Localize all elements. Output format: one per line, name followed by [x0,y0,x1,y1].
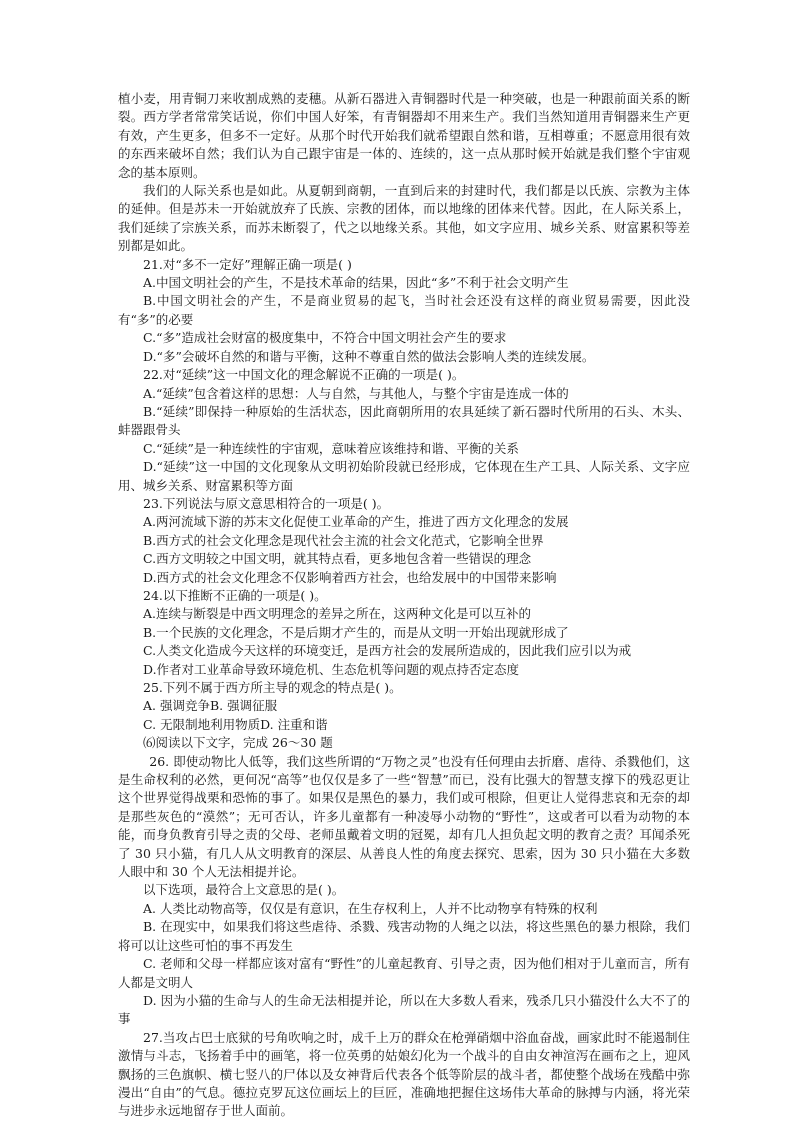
question-22-option-d: D.“延续”这一中国的文化现象从文明初始阶段就已经形成，它体现在生产工具、人际关系、文字应用、城乡关系、财富累积等方面 [118,459,690,493]
question-27-passage: 27.当攻占巴士底狱的号角吹响之时，成千上万的群众在枪弹硝烟中浴血奋战，画家此时不能遏制住激情与斗志，飞扬着手中的画笔，将一位英勇的姑娘幻化为一个战斗的自由女神渲泻在画布之上，迎风飘扬的三色旗帜、横七竖八的尸体以及女神背后代表各个低等阶层的战斗者，都使整个战场在残酷中弥漫出“自由”的气息。德拉克罗瓦这位画坛上的巨匠，准确地把握住这场伟大革命的脉搏与内涵，将光荣与进步永远地留存于世人面前。 [118,1029,690,1119]
section-heading: ⑹阅读以下文字，完成 26～30 题 [143,735,333,751]
question-22-option-a: A.“延续”包含着这样的思想：人与自然，与其他人，与整个宇宙是连成一体的 [143,385,569,401]
passage-paragraph: 植小麦，用青铜刀来收割成熟的麦穗。从新石器进入青铜器时代是一种突破，也是一种跟前面关系的断裂。西方学者常常笑话说，你们中国人好笨，有青铜器却不用来生产。我们当然知道用青铜器来生产更有效，产生更多，但多不一定好。从那个时代开始我们就希望跟自然和谐，互相尊重；不愿意用很有效的东西来破坏自然；我们认为自己跟宇宙是一体的、连续的，这一点从那时候开始就是我们整个宇宙观念的基本原则。 [118,91,690,180]
question-25-options-cd: C. 无限制地利用物质D. 注重和谐 [143,716,328,732]
passage-paragraph: 我们的人际关系也是如此。从夏朝到商朝，一直到后来的封建时代，我们都是以氏族、宗教为主体的延伸。但是苏未一开始就放弃了氏族、宗教的团体，而以地缘的团体来代替。因此，在人际关系上，我们延续了宗族关系，而苏未断裂了，代之以地缘关系。其他，如文字应用、城乡关系、财富累积等差别都是如此。 [118,183,690,254]
question-21-stem: 21.对“多不一定好”理解正确一项是( ) [143,256,352,272]
question-24-option-d: D.作者对工业革命导致环境危机、生态危机等问题的观点持否定态度 [143,661,520,677]
question-25-stem: 25.下列不属于西方所主导的观念的特点是( )。 [143,680,402,695]
question-21-option-b: B.中国文明社会的产生，不是商业贸易的起飞，当时社会还没有这样的商业贸易需要，因此没有“多”的必要 [118,293,690,327]
question-24-option-a: A.连续与断裂是中西文明理念的差异之所在，这两种文化是可以互补的 [143,606,532,622]
question-22-stem: 22.对“延续”这一中国文化的理念解说不正确的一项是( )。 [143,367,465,383]
question-22-option-c: C.“延续”是一种连续性的宇宙观，意味着应该维持和谐、平衡的关系 [143,440,519,456]
question-21-option-a: A.中国文明社会的产生，不是技术革命的结果，因此“多”不利于社会文明产生 [143,275,569,291]
question-23-option-a: A.两河流域下游的苏末文化促使工业革命的产生，推进了西方文化理念的发展 [143,514,569,530]
question-23-option-b: B.西方式的社会文化理念是现代社会主流的社会文化范式，它影响全世界 [143,532,544,548]
question-22-option-b: B.“延续”即保持一种原始的生活状态，因此商朝所用的农具延续了新石器时代所用的石头、木头、蚌器跟骨头 [118,403,690,438]
question-23-option-c: C.西方文明较之中国文明，就其特点看，更多地包含着一些错误的理念 [143,551,532,567]
question-21-option-c: C.“多”造成社会财富的极度集中，不符合中国文明社会产生的要求 [143,330,507,346]
question-26-option-d: D. 因为小猫的生命与人的生命无法相提并论，所以在大多数人看来，残杀几只小猫没什么大不了的事 [118,992,690,1027]
question-24-option-c: C.人类文化造成今天这样的环境变迁，是西方社会的发展所造成的，因此我们应引以为戒 [143,643,632,659]
document-page [118,90,690,1121]
question-26-stem: 以下选项，最符合上文意思的是( )。 [143,882,345,898]
question-23-stem: 23.下列说法与原文意思相符合的一项是( )。 [143,495,390,511]
question-23-option-d: D.西方式的社会文化理念不仅影响着西方社会，也给发展中的中国带来影响 [143,569,557,585]
question-25-options-ab: A. 强调竞争B. 强调征服 [143,698,278,714]
question-21-option-d: D.“多”会破坏自然的和谐与平衡，这种不尊重自然的做法会影响人类的连续发展。 [143,348,595,364]
question-26-option-c: C. 老师和父母一样都应该对富有“野性”的儿童起教育、引导之责，因为他们相对于儿童而言，所有人都是文明人 [118,956,690,990]
question-26-option-b: B. 在现实中，如果我们将这些虐待、杀戮、残害动物的人绳之以法，将这些黑色的暴力根除，我们将可以让这些可怕的事不再发生 [118,919,690,953]
question-26-option-a: A. 人类比动物高等，仅仅是有意识，在生存权利上，人并不比动物享有特殊的权利 [143,900,598,916]
question-24-stem: 24.以下推断不正确的一项是( )。 [143,587,327,603]
question-26-passage: 26. 即使动物比人低等，我们这些所谓的“万物之灵”也没有任何理由去折磨、虐待、杀戮他们，这是生命权利的必然，更何况“高等”也仅仅是多了一些“智慧”而已，没有比强大的智慧支撑下的残忍更让这个世界觉得战栗和恐怖的事了。如果仅是黑色的暴力，我们或可根除，但更让人觉得悲哀和无奈的却是那些灰色的“漠然”；无可否认，许多儿童都有一种凌辱小动物的“野性”，这或者可以看为动物的本能，而身负教育引导之责的父母、老师虽戴着文明的冠冕，却有几人担负起文明的教育之责？耳闻杀死了 30 只小猫，有几人从文明教育的深层、从善良人性的角度去探究、思索，因为 30 只小猫在大多数人眼中和 30 个人无法相提并论。 [118,753,690,880]
question-24-option-b: B.一个民族的文化理念，不是后期才产生的，而是从文明一开始出现就形成了 [143,624,569,640]
